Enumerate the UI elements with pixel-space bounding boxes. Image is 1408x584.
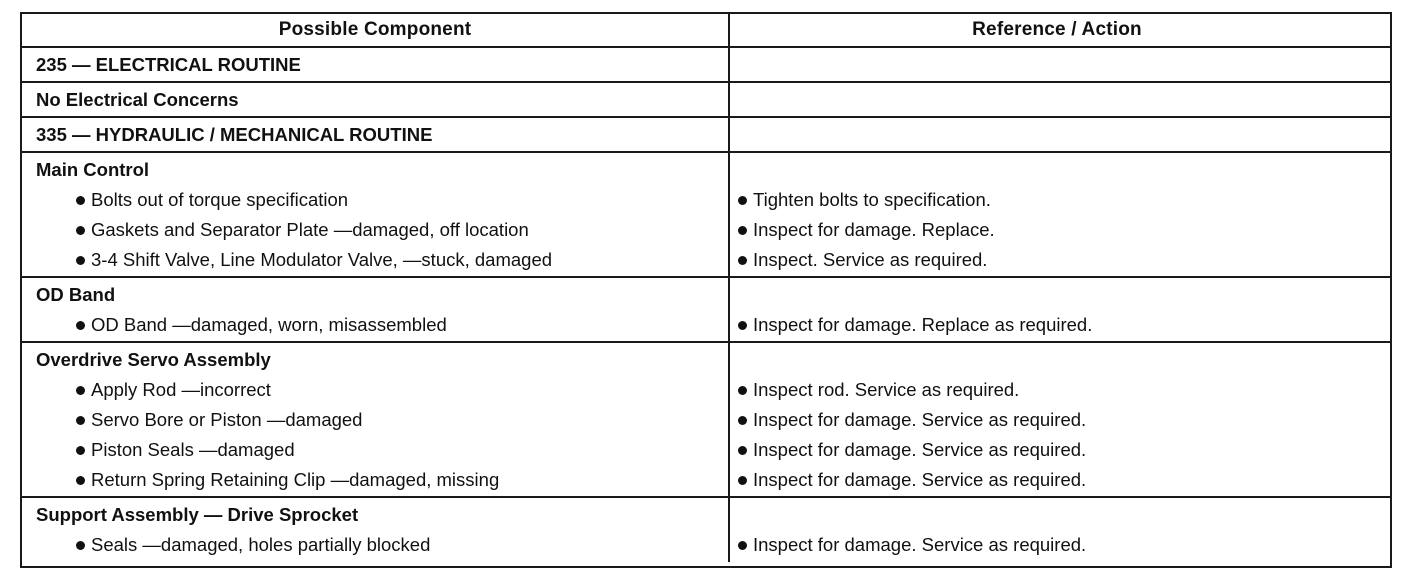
group-main-control-actions xyxy=(730,153,1390,278)
component-text: Apply Rod —incorrect xyxy=(91,379,271,400)
component-item xyxy=(36,435,714,465)
bullet-icon xyxy=(76,256,85,265)
action-text: Inspect for damage. Replace as required. xyxy=(753,314,1093,335)
group-support-assembly-drive-sprocket xyxy=(22,498,730,562)
action-item xyxy=(738,185,1376,215)
section-hydraulic-mechanical-routine: 335 — HYDRAULIC / MECHANICAL ROUTINE xyxy=(22,118,730,153)
action-text: Inspect for damage. Service as required. xyxy=(753,439,1087,460)
section-electrical-routine: 235 — ELECTRICAL ROUTINE xyxy=(22,48,730,83)
action-text: Tighten bolts to specification. xyxy=(753,189,991,210)
bullet-icon xyxy=(738,541,747,550)
component-text: OD Band —damaged, worn, misassembled xyxy=(91,314,447,335)
bullet-icon xyxy=(76,321,85,330)
group-title: OD Band xyxy=(36,284,116,305)
component-item xyxy=(36,245,714,275)
group-od-band-actions xyxy=(730,278,1390,343)
bullet-icon xyxy=(76,446,85,455)
bullet-icon xyxy=(738,256,747,265)
group-support-assembly-drive-sprocket-actions xyxy=(730,498,1390,562)
component-text: Return Spring Retaining Clip —damaged, missing xyxy=(91,469,500,490)
section-no-electrical-concerns-action xyxy=(730,83,1390,118)
bullet-icon xyxy=(738,386,747,395)
bullet-icon xyxy=(76,386,85,395)
action-item xyxy=(738,215,1376,245)
bullet-icon xyxy=(76,541,85,550)
group-overdrive-servo-assembly-actions xyxy=(730,343,1390,498)
component-text: Piston Seals —damaged xyxy=(91,439,295,460)
bullet-icon xyxy=(76,476,85,485)
action-item xyxy=(738,435,1376,465)
bullet-icon xyxy=(76,196,85,205)
bullet-icon xyxy=(738,476,747,485)
action-text: Inspect for damage. Service as required. xyxy=(753,469,1087,490)
action-item xyxy=(738,465,1376,495)
component-item xyxy=(36,530,714,560)
section-electrical-routine-action xyxy=(730,48,1390,83)
component-item xyxy=(36,405,714,435)
header-reference-action: Reference / Action xyxy=(730,14,1390,48)
action-item xyxy=(738,310,1376,340)
group-od-band xyxy=(22,278,730,343)
action-text: Inspect for damage. Replace. xyxy=(753,219,995,240)
header-possible-component: Possible Component xyxy=(22,14,730,48)
bullet-icon xyxy=(76,226,85,235)
component-item xyxy=(36,310,714,340)
bullet-icon xyxy=(738,226,747,235)
action-text: Inspect rod. Service as required. xyxy=(753,379,1020,400)
section-hydraulic-mechanical-routine-action xyxy=(730,118,1390,153)
action-text: Inspect. Service as required. xyxy=(753,249,988,270)
component-text: Seals —damaged, holes partially blocked xyxy=(91,534,431,555)
diagnostic-table xyxy=(20,12,1392,568)
action-item xyxy=(738,405,1376,435)
bullet-icon xyxy=(738,416,747,425)
action-item xyxy=(738,530,1376,560)
group-main-control xyxy=(22,153,730,278)
component-text: Bolts out of torque specification xyxy=(91,189,349,210)
action-text: Inspect for damage. Service as required. xyxy=(753,534,1087,555)
component-text: Gaskets and Separator Plate —damaged, off location xyxy=(91,219,529,240)
component-item xyxy=(36,215,714,245)
component-text: 3-4 Shift Valve, Line Modulator Valve, —stuck, damaged xyxy=(91,249,553,270)
bullet-icon xyxy=(76,416,85,425)
section-no-electrical-concerns: No Electrical Concerns xyxy=(22,83,730,118)
component-item xyxy=(36,185,714,215)
bullet-icon xyxy=(738,321,747,330)
action-item xyxy=(738,375,1376,405)
bullet-icon xyxy=(738,446,747,455)
group-title: Overdrive Servo Assembly xyxy=(36,349,271,370)
group-title: Support Assembly — Drive Sprocket xyxy=(36,504,359,525)
action-item xyxy=(738,245,1376,275)
component-item xyxy=(36,465,714,495)
group-overdrive-servo-assembly xyxy=(22,343,730,498)
component-text: Servo Bore or Piston —damaged xyxy=(91,409,363,430)
component-item xyxy=(36,375,714,405)
action-text: Inspect for damage. Service as required. xyxy=(753,409,1087,430)
group-title: Main Control xyxy=(36,159,150,180)
bullet-icon xyxy=(738,196,747,205)
